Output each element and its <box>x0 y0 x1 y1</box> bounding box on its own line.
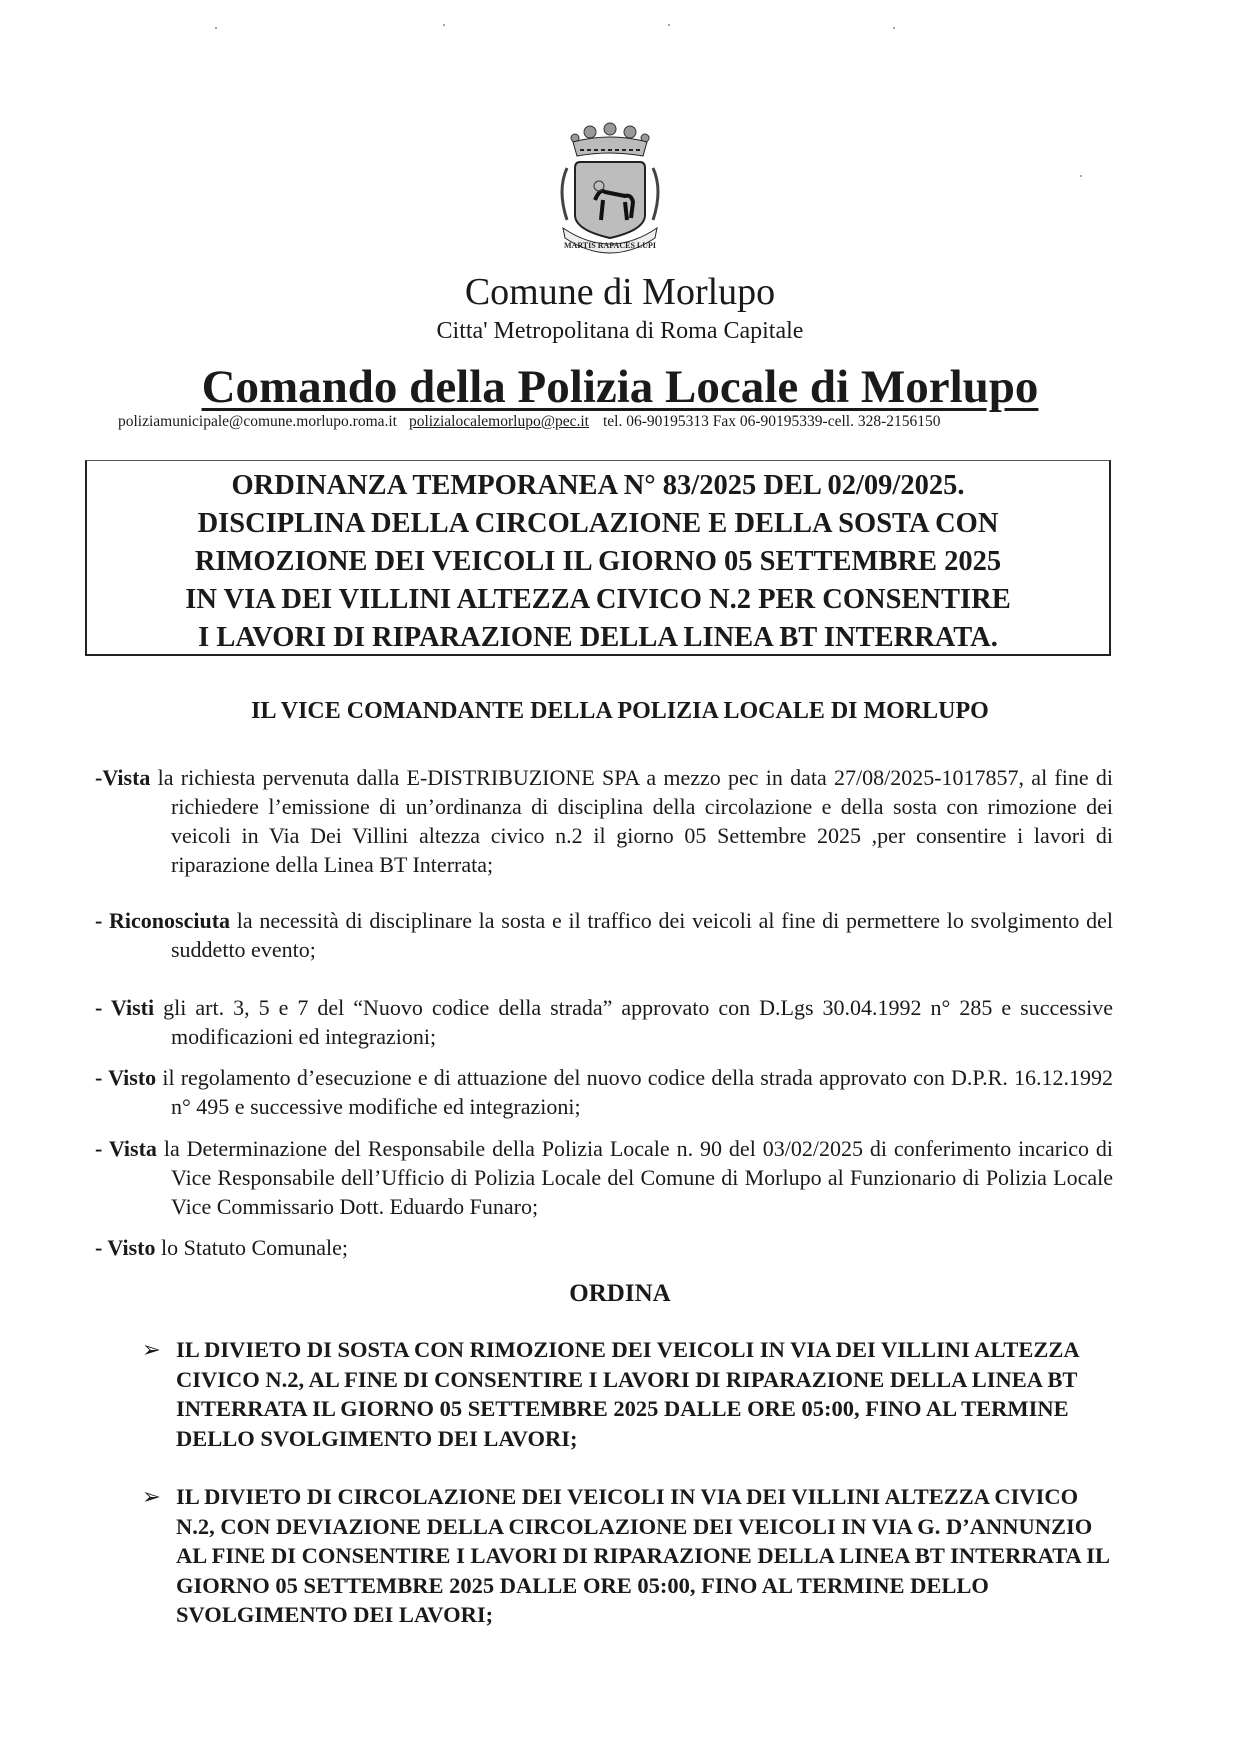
premise-text: la richiesta pervenuta dalla E-DISTRIBUZIONE SPA a mezzo pec in data 27/08/2025-1017857, al fine di richiedere l’emissione di un’ordinanza di disciplina della circolazione e della sosta con rimozione dei veicoli in Via Dei Villini altezza civico n.2 il giorno 05 Settembre 2025 ,per consentire i lavori di riparazione della Linea BT Interrata; <box>150 765 1113 877</box>
ordinance-title-box <box>85 460 1111 656</box>
pec-address[interactable]: polizialocalemorlupo@pec.it <box>409 413 589 430</box>
premise-lead: -Vista <box>95 765 151 790</box>
municipality-name: Comune di Morlupo <box>464 271 776 313</box>
premise-paragraph <box>95 1063 1113 1121</box>
email-address[interactable]: poliziamunicipale@comune.morlupo.roma.it <box>118 413 397 430</box>
premise-paragraph <box>95 1233 1113 1262</box>
municipal-crest-logo <box>545 120 675 260</box>
ordinance-title-line: I LAVORI DI RIPARAZIONE DELLA LINEA BT INTERRATA. <box>198 622 998 653</box>
phone-numbers: tel. 06-90195313 Fax 06-90195339-cell. 328-2156150 <box>602 413 941 430</box>
premise-lead: - Visti <box>95 995 155 1020</box>
premise-lead: - Visto <box>95 1235 156 1260</box>
ordinance-title-line: RIMOZIONE DEI VEICOLI IL GIORNO 05 SETTEMBRE 2025 <box>194 546 1002 577</box>
scan-speck <box>215 27 217 29</box>
premise-paragraph <box>95 993 1113 1051</box>
ordinance-title-line: IN VIA DEI VILLINI ALTEZZA CIVICO N.2 PER CONSENTIRE <box>185 584 1011 615</box>
order-text: IL DIVIETO DI CIRCOLAZIONE DEI VEICOLI IN VIA DEI VILLINI ALTEZZA CIVICO N.2, CON DEVIAZIONE DELLA CIRCOLAZIONE DEI VEICOLI IN VIA G. D’ANNUNZIO AL FINE DI CONSENTIRE I LAVORI DI RIPARAZIONE DELLA LINEA BT INTERRATA IL GIORNO 05 SETTEMBRE 2025 DALLE ORE 05:00, FINO AL TERMINE DELLO SVOLGIMENTO DEI LAVORI; <box>176 1484 1109 1627</box>
arrow-bullet-icon: ➢ <box>142 1337 161 1362</box>
premise-lead: - Riconosciuta <box>95 908 231 933</box>
premise-text: il regolamento d’esecuzione e di attuazione del nuovo codice della strada approvato con D.P.R. 16.12.1992 n° 495 e successive modifiche ed integrazioni; <box>156 1065 1114 1119</box>
premise-text: la necessità di disciplinare la sosta e il traffico dei veicoli al fine di permettere lo svolgimento del suddetto evento; <box>171 908 1113 962</box>
scan-speck <box>443 24 445 26</box>
premise-lead: - Vista <box>95 1136 157 1161</box>
premise-paragraph <box>95 763 1113 879</box>
svg-text:MARTIS RAPACES LUPI: MARTIS RAPACES LUPI <box>563 241 657 250</box>
order-item <box>142 1335 1117 1453</box>
order-item <box>142 1482 1117 1630</box>
order-heading: ORDINA <box>569 1280 671 1307</box>
command-title <box>0 360 1240 414</box>
scan-speck <box>893 27 895 29</box>
ordinance-title-line: DISCIPLINA DELLA CIRCOLAZIONE E DELLA SOSTA CON <box>197 508 999 539</box>
premise-text: lo Statuto Comunale; <box>155 1235 348 1260</box>
metro-city-name: Citta' Metropolitana di Roma Capitale <box>436 318 804 344</box>
command-title-text: Comando della Polizia Locale di Morlupo <box>201 361 1039 413</box>
premise-text: gli art. 3, 5 e 7 del “Nuovo codice della strada” approvato con D.Lgs 30.04.1992 n° 285 e successive modificazioni ed integrazioni; <box>154 995 1113 1049</box>
scan-speck <box>1080 175 1082 177</box>
premise-text: la Determinazione del Responsabile della Polizia Locale n. 90 del 03/02/2025 di conferimento incarico di Vice Responsabile dell’Ufficio di Polizia Locale del Comune di Morlupo al Funzionario di Polizia Locale Vice Commissario Dott. Eduardo Funaro; <box>156 1136 1114 1219</box>
scan-speck <box>668 24 670 26</box>
ordinance-title-line: ORDINANZA TEMPORANEA N° 83/2025 DEL 02/09/2025. <box>231 470 965 501</box>
premise-lead: - Visto <box>95 1065 157 1090</box>
order-text: IL DIVIETO DI SOSTA CON RIMOZIONE DEI VEICOLI IN VIA DEI VILLINI ALTEZZA CIVICO N.2, AL FINE DI CONSENTIRE I LAVORI DI RIPARAZIONE DELLA LINEA BT INTERRATA IL GIORNO 05 SETTEMBRE 2025 DALLE ORE 05:00, FINO AL TERMINE DELLO SVOLGIMENTO DEI LAVORI; <box>176 1337 1079 1451</box>
contact-line <box>118 413 941 431</box>
issuer-heading: IL VICE COMANDANTE DELLA POLIZIA LOCALE DI MORLUPO <box>251 698 989 724</box>
premise-paragraph <box>95 1134 1113 1221</box>
arrow-bullet-icon: ➢ <box>142 1484 161 1509</box>
premise-paragraph <box>95 906 1113 964</box>
